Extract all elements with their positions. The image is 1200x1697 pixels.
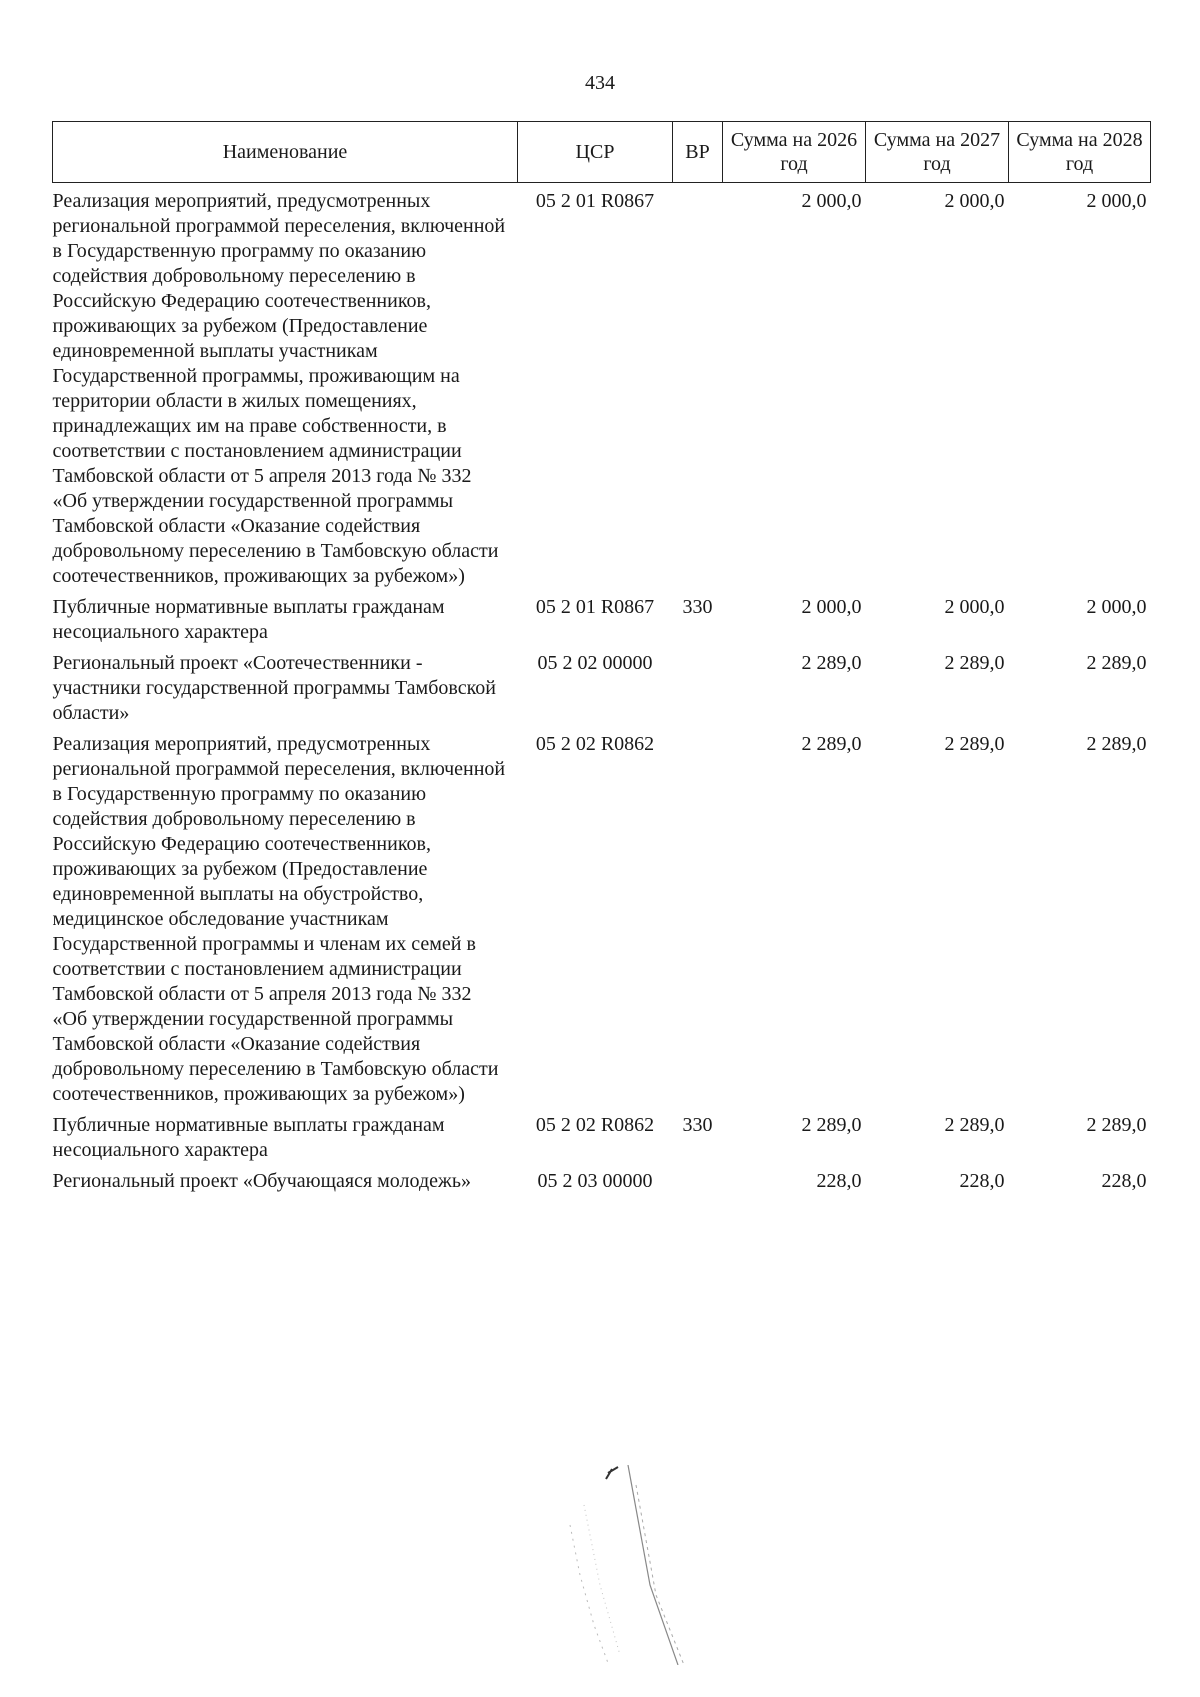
row-sum-2026: 228,0 xyxy=(816,1170,862,1192)
row-sum-2026: 2 000,0 xyxy=(801,596,862,618)
row-vr xyxy=(673,726,723,1107)
table-row xyxy=(53,1107,1151,1163)
table-row xyxy=(53,183,1151,590)
table-row xyxy=(53,645,1151,726)
stamp-mark-icon xyxy=(560,1465,700,1665)
header-csr: ЦСР xyxy=(518,122,673,183)
budget-table xyxy=(52,121,1151,1194)
row-vr xyxy=(673,645,723,726)
row-sum-2027: 2 289,0 xyxy=(944,733,1005,755)
header-sum-2027: Сумма на 2027 год xyxy=(866,122,1009,183)
row-sum-2026: 2 289,0 xyxy=(801,1114,862,1136)
row-sum-2027: 2 289,0 xyxy=(944,652,1005,674)
table-row xyxy=(53,726,1151,1107)
row-vr xyxy=(673,183,723,590)
row-vr xyxy=(673,1163,723,1194)
header-sum-2026: Сумма на 2026 год xyxy=(723,122,866,183)
page-number: 434 xyxy=(585,72,615,94)
row-sum-2027: 2 000,0 xyxy=(944,596,1005,618)
row-sum-2028: 2 000,0 xyxy=(1086,190,1147,212)
table-row xyxy=(53,589,1151,645)
row-name: Реализация мероприятий, предусмотренных региональной программой переселения, включенной в Государственную программу по оказанию содействия добровольному переселению в Российскую Федерацию соотечественников, проживающих за рубежом (Предоставление единовременной выплаты участникам Государственной программы, проживающим на территории области в жилых помещениях, принадлежащих им на праве собственности, в соответствии с постановлением администрации Тамбовской области от 5 апреля 2013 года № 332 «Об утверждении государственной программы Тамбовской области «Оказание содействия добровольному переселению в Тамбовскую области соотечественников, проживающих за рубежом») xyxy=(52,190,506,587)
header-vr: ВР xyxy=(673,122,723,183)
row-csr: 05 2 02 R0862 xyxy=(535,733,655,755)
row-sum-2026: 2 289,0 xyxy=(801,652,862,674)
table-row xyxy=(53,1163,1151,1194)
header-name: Наименование xyxy=(53,122,518,183)
row-name: Региональный проект «Обучающаяся молодежь» xyxy=(52,1170,471,1192)
row-vr: 330 xyxy=(682,596,713,618)
row-sum-2027: 2 289,0 xyxy=(944,1114,1005,1136)
row-csr: 05 2 03 00000 xyxy=(537,1170,653,1192)
row-sum-2026: 2 289,0 xyxy=(801,733,862,755)
row-sum-2028: 228,0 xyxy=(1101,1170,1147,1192)
row-name: Региональный проект «Соотечественники - участники государственной программы Тамбовской области» xyxy=(52,652,496,724)
row-sum-2026: 2 000,0 xyxy=(801,190,862,212)
row-sum-2027: 228,0 xyxy=(959,1170,1005,1192)
row-name: Публичные нормативные выплаты гражданам несоциального характера xyxy=(52,596,445,643)
row-sum-2028: 2 289,0 xyxy=(1086,652,1147,674)
table-header-row xyxy=(53,122,1151,183)
row-csr: 05 2 02 00000 xyxy=(537,652,653,674)
row-csr: 05 2 01 R0867 xyxy=(535,596,655,618)
row-sum-2028: 2 289,0 xyxy=(1086,1114,1147,1136)
row-csr: 05 2 02 R0862 xyxy=(535,1114,655,1136)
row-name: Реализация мероприятий, предусмотренных региональной программой переселения, включенной в Государственную программу по оказанию содействия добровольному переселению в Российскую Федерацию соотечественников, проживающих за рубежом (Предоставление единовременной выплаты на обустройство, медицинское обследование участникам Государственной программы и членам их семей в соответствии с постановлением администрации Тамбовской области от 5 апреля 2013 года № 332 «Об утверждении государственной программы Тамбовской области «Оказание содействия добровольному переселению в Тамбовскую области соотечественников, проживающих за рубежом») xyxy=(52,733,506,1105)
row-sum-2027: 2 000,0 xyxy=(944,190,1005,212)
row-sum-2028: 2 000,0 xyxy=(1086,596,1147,618)
row-sum-2028: 2 289,0 xyxy=(1086,733,1147,755)
row-vr: 330 xyxy=(682,1114,713,1136)
row-name: Публичные нормативные выплаты гражданам несоциального характера xyxy=(52,1114,445,1161)
header-sum-2028: Сумма на 2028 год xyxy=(1009,122,1151,183)
row-csr: 05 2 01 R0867 xyxy=(535,190,655,212)
